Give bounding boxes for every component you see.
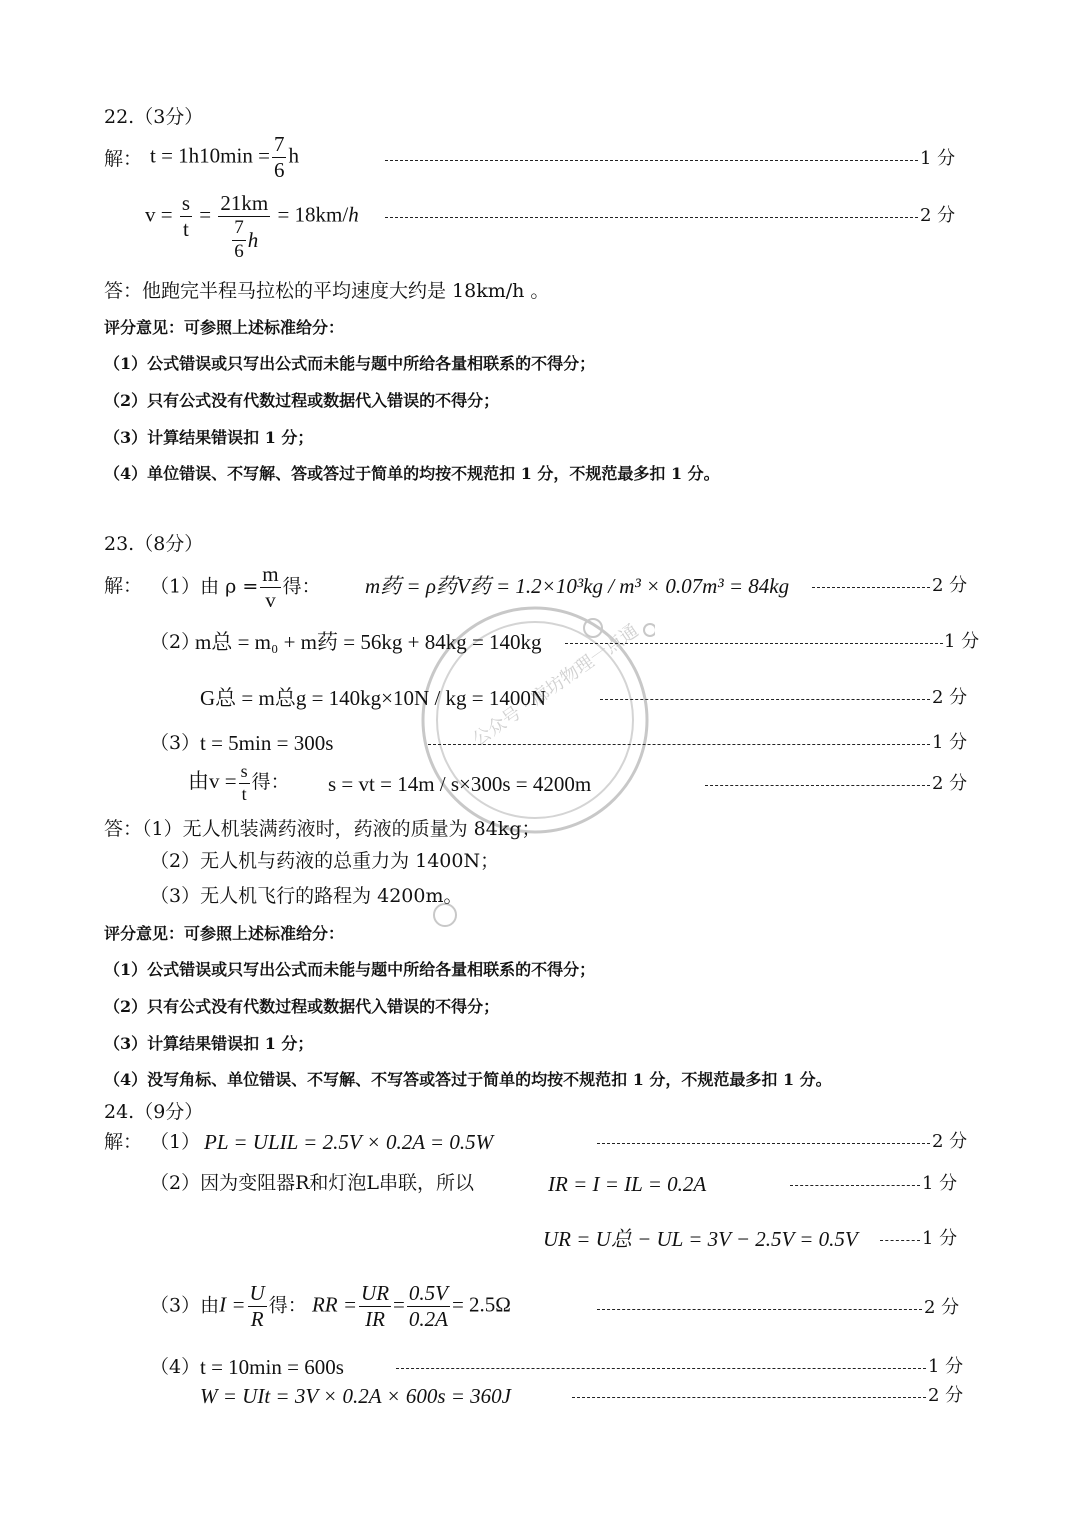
q22-solve-label: 解： bbox=[104, 148, 143, 170]
q22-criteria-1: （1）公式错误或只写出公式而未能与题中所给各量相联系的不得分； bbox=[104, 354, 596, 373]
q24-p2b-dashes bbox=[880, 1240, 920, 1242]
q22-l2-dashes bbox=[385, 217, 918, 219]
q22-l1-dashes bbox=[385, 160, 918, 162]
q24-p4b-equation: W = UIt = 3V × 0.2A × 600s = 360J bbox=[200, 1384, 511, 1408]
q23-criteria-title: 评分意见：可参照上述标准给分： bbox=[104, 924, 345, 943]
q24-p2-equation: IR = I = IL = 0.2A bbox=[548, 1172, 707, 1196]
q24-p4b-score: 2 分 bbox=[928, 1385, 964, 1406]
q24-heading: 24.（9分） bbox=[104, 1101, 204, 1123]
q23-p2b-equation: G总 = m总g = 140kg×10N / kg = 1400N bbox=[200, 686, 547, 710]
q24-p1-score: 2 分 bbox=[932, 1131, 968, 1152]
q23-criteria-1: （1）公式错误或只写出公式而未能与题中所给各量相联系的不得分； bbox=[104, 960, 596, 979]
q22-l1-unit: h bbox=[288, 143, 299, 168]
q22-criteria-title: 评分意见：可参照上述标准给分： bbox=[104, 318, 345, 337]
q24-p4b-dashes bbox=[572, 1397, 926, 1399]
q24-p2-dashes bbox=[790, 1185, 920, 1187]
q24-p1-dashes bbox=[597, 1143, 930, 1145]
q24-p4-score: 1 分 bbox=[928, 1356, 964, 1377]
q22-criteria-4: （4）单位错误、不写解、答或答过于简单的均按不规范扣 1 分，不规范最多扣 1 分。 bbox=[104, 464, 720, 483]
q24-p3-score: 2 分 bbox=[924, 1297, 960, 1318]
q23-heading: 23.（8分） bbox=[104, 533, 204, 555]
q24-p2-score: 1 分 bbox=[922, 1173, 958, 1194]
q24-p2b-score: 1 分 bbox=[922, 1228, 958, 1249]
q22-line2-equation: v = $\frac{s}{t}$ = 21km $\frac{7}{6}$ h = 18km/h bbox=[145, 191, 359, 262]
q24-p4-label: （4） bbox=[150, 1356, 201, 1378]
q23-p2-label: （2） bbox=[150, 631, 201, 653]
q23-p3-equation: t = 5min = 300s bbox=[200, 731, 334, 755]
q24-p4-equation: t = 10min = 600s bbox=[200, 1355, 344, 1379]
q23-criteria-4: （4）没写角标、单位错误、不写解、不写答或答过于简单的均按不规范扣 1 分，不规范最多扣 1 分。 bbox=[104, 1070, 832, 1089]
q23-p2b-dashes bbox=[600, 699, 930, 701]
q23-p1-formula: （1）由 ρ = $\frac{m}{v}$ 得： bbox=[150, 562, 321, 613]
q23-p2-equation: m总 = m₀ + m药 = 56kg + 84kg = 140kg bbox=[195, 630, 542, 654]
q23-p3-score: 1 分 bbox=[932, 732, 968, 753]
q22-heading: 22.（3分） bbox=[104, 106, 204, 128]
q23-p2-score: 1 分 bbox=[944, 631, 980, 652]
q23-p2-dashes bbox=[565, 643, 943, 645]
q24-p1-equation: PL = ULIL = 2.5V × 0.2A = 0.5W bbox=[204, 1130, 494, 1154]
q24-solve-label: 解： bbox=[104, 1131, 143, 1153]
q24-p3-dashes bbox=[597, 1309, 922, 1311]
q24-p1-label: （1） bbox=[150, 1131, 201, 1153]
watermark-text: 公众号 · 廊坊物理一点通 bbox=[468, 620, 643, 751]
q23-p3b-score: 2 分 bbox=[932, 773, 968, 794]
q23-criteria-3: （3）计算结果错误扣 1 分； bbox=[104, 1034, 314, 1053]
q22-l2-score: 2 分 bbox=[920, 205, 956, 226]
q23-p1-score: 2 分 bbox=[932, 575, 968, 596]
q23-p1-equation: m药 = ρ药V药 = 1.2×10³kg / m³ × 0.07m³ = 84kg bbox=[365, 574, 790, 598]
q23-p3-label: （3） bbox=[150, 732, 201, 754]
q23-answer-2: （2）无人机与药液的总重力为 1400N； bbox=[150, 850, 500, 872]
q24-p2b-equation: UR = U总 − UL = 3V − 2.5V = 0.5V bbox=[543, 1227, 858, 1251]
q22-l1-fraction: $\frac{7}{6}$ bbox=[273, 132, 285, 183]
q22-criteria-2: （2）只有公式没有代数过程或数据代入错误的不得分； bbox=[104, 391, 500, 410]
q24-p2-text: （2）因为变阻器R和灯泡L串联，所以 bbox=[150, 1172, 475, 1194]
q22-criteria-3: （3）计算结果错误扣 1 分； bbox=[104, 428, 314, 447]
q23-p3b-equation: s = vt = 14m / s×300s = 4200m bbox=[328, 772, 592, 796]
q23-p3-dashes bbox=[428, 744, 930, 746]
q23-answer-3: （3）无人机飞行的路程为 4200m。 bbox=[150, 885, 463, 907]
q23-p2b-score: 2 分 bbox=[932, 687, 968, 708]
q23-criteria-2: （2）只有公式没有代数过程或数据代入错误的不得分； bbox=[104, 997, 500, 1016]
q22-line1-equation bbox=[150, 133, 299, 182]
q23-p3b-dashes bbox=[705, 785, 930, 787]
q23-solve-label: 解： bbox=[104, 575, 143, 597]
q23-p3b-formula: 由v = $\frac{s}{t}$ 得： bbox=[188, 761, 290, 804]
q23-p1-dashes bbox=[812, 587, 930, 589]
q22-l1-score: 1 分 bbox=[920, 148, 956, 169]
q24-p3-equation: （3）由I = $\frac{U}{R}$ 得： RR = $\frac{UR}{IR}$ = $\frac{0.5V}{0.2A}$ = 2.5Ω bbox=[150, 1281, 511, 1332]
q24-p4-dashes bbox=[396, 1368, 926, 1370]
q22-answer: 答：他跑完半程马拉松的平均速度大约是 18km/h 。 bbox=[104, 280, 550, 302]
q23-answer-1: 答：（1）无人机装满药液时，药液的质量为 84kg； bbox=[104, 818, 541, 840]
q22-l1-left: t = 1h10min = bbox=[150, 143, 270, 168]
